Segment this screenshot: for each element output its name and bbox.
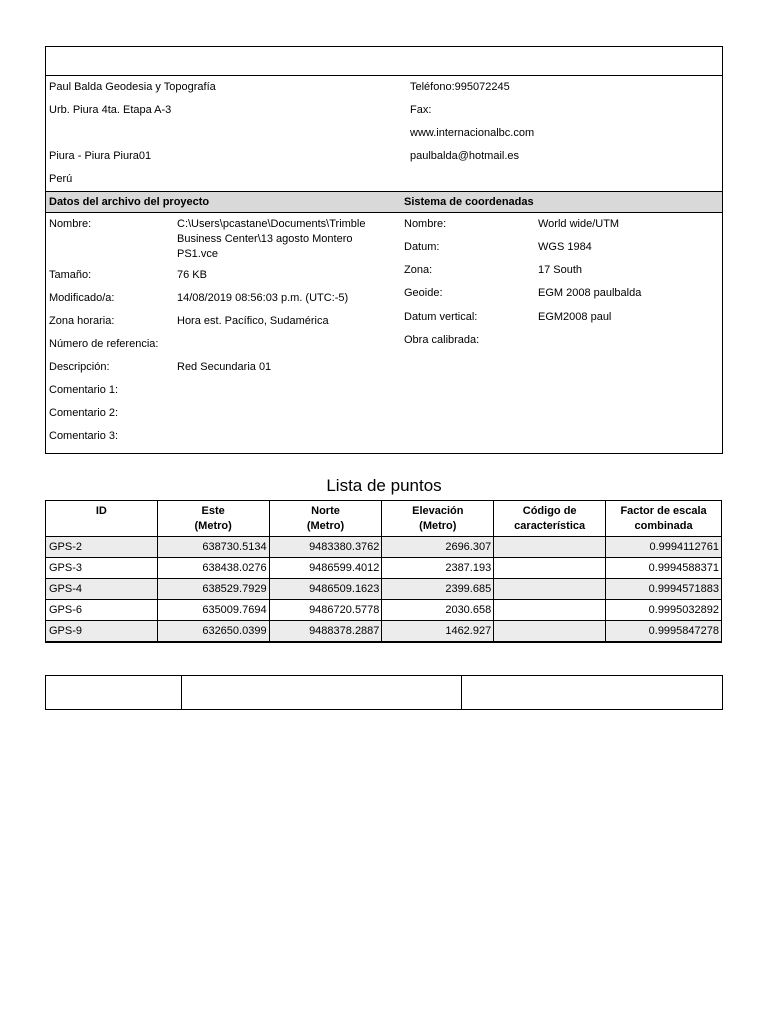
project-label: Modificado/a: [49, 292, 115, 304]
table-row [46, 537, 722, 558]
point-scale-factor: 0.9994571883 [606, 579, 722, 600]
coords-label: Zona: [404, 264, 433, 276]
point-elevation: 2696.307 [382, 537, 494, 558]
point-id: GPS-9 [46, 621, 158, 643]
point-norte: 9488378.2887 [269, 621, 382, 643]
point-este: 635009.7694 [157, 600, 269, 621]
project-value: 14/08/2019 08:56:03 p.m. (UTC:-5) [177, 292, 349, 304]
column-header: Factor de escala combinada [606, 501, 722, 537]
column-header: Código de característica [494, 501, 606, 537]
point-elevation: 1462.927 [382, 621, 494, 643]
company-name: Paul Balda Geodesia y Topografía [49, 81, 216, 93]
project-details [46, 213, 722, 453]
point-scale-factor: 0.9995032892 [606, 600, 722, 621]
point-elevation: 2030.658 [382, 600, 494, 621]
coords-label: Nombre: [404, 218, 447, 230]
coords-label: Datum vertical: [404, 311, 478, 323]
report-header-box [45, 46, 723, 76]
coords-value: EGM2008 paul [538, 311, 612, 323]
table-header-row [46, 501, 722, 537]
table-row [46, 558, 722, 579]
point-norte: 9483380.3762 [269, 537, 382, 558]
point-code [494, 600, 606, 621]
point-scale-factor: 0.9995847278 [606, 621, 722, 643]
point-id: GPS-2 [46, 537, 158, 558]
point-scale-factor: 0.9994112761 [606, 537, 722, 558]
point-elevation: 2399.685 [382, 579, 494, 600]
company-city: Piura - Piura Piura01 [49, 150, 152, 162]
coords-label: Obra calibrada: [404, 334, 480, 346]
project-label: Comentario 1: [49, 384, 119, 396]
column-header: Este (Metro) [157, 501, 269, 537]
footer-box [45, 675, 723, 710]
project-info-box [45, 75, 723, 454]
point-norte: 9486599.4012 [269, 558, 382, 579]
point-code [494, 621, 606, 643]
point-id: GPS-4 [46, 579, 158, 600]
coords-section-heading: Sistema de coordenadas [404, 196, 534, 208]
footer-divider [181, 676, 182, 709]
project-label: Nombre: [49, 218, 92, 230]
coords-value: World wide/UTM [538, 218, 620, 230]
company-country: Perú [49, 173, 73, 185]
project-label: Descripción: [49, 361, 110, 373]
project-value: 76 KB [177, 269, 207, 281]
point-code [494, 579, 606, 600]
point-elevation: 2387.193 [382, 558, 494, 579]
footer-divider [461, 676, 462, 709]
project-label: Número de referencia: [49, 338, 159, 350]
table-row [46, 579, 722, 600]
point-id: GPS-6 [46, 600, 158, 621]
coords-value: WGS 1984 [538, 241, 592, 253]
point-code [494, 537, 606, 558]
company-website: www.internacionalbc.com [410, 127, 535, 139]
project-section-heading: Datos del archivo del proyecto [49, 196, 210, 208]
company-email: paulbalda@hotmail.es [410, 150, 520, 162]
project-label: Tamaño: [49, 269, 92, 281]
point-norte: 9486509.1623 [269, 579, 382, 600]
point-scale-factor: 0.9994588371 [606, 558, 722, 579]
company-fax: Fax: [410, 104, 432, 116]
company-phone: Teléfono:995072245 [410, 81, 510, 93]
point-este: 638529.7929 [157, 579, 269, 600]
project-file-path: C:\Users\pcastane\Documents\Trimble Business Center\13 agosto Montero PS1.vce [177, 218, 366, 260]
project-value: Red Secundaria 01 [177, 361, 272, 373]
project-label: Zona horaria: [49, 315, 115, 327]
point-este: 632650.0399 [157, 621, 269, 643]
point-norte: 9486720.5778 [269, 600, 382, 621]
section-header-bar [46, 191, 722, 213]
coords-value: EGM 2008 paulbalda [538, 287, 642, 299]
coords-label: Datum: [404, 241, 440, 253]
project-label: Comentario 3: [49, 430, 119, 442]
project-label: Comentario 2: [49, 407, 119, 419]
project-value: Hora est. Pacífico, Sudamérica [177, 315, 329, 327]
coords-value: 17 South [538, 264, 583, 276]
company-address: Urb. Piura 4ta. Etapa A-3 [49, 104, 172, 116]
table-row [46, 621, 722, 643]
point-este: 638438.0276 [157, 558, 269, 579]
points-list-title: Lista de puntos [326, 476, 442, 495]
table-row [46, 600, 722, 621]
column-header: Norte (Metro) [269, 501, 382, 537]
point-code [494, 558, 606, 579]
column-header: Elevación (Metro) [382, 501, 494, 537]
column-header: ID [46, 501, 158, 537]
point-este: 638730.5134 [157, 537, 269, 558]
contact-block [46, 76, 722, 191]
coords-label: Geoide: [404, 287, 443, 299]
point-id: GPS-3 [46, 558, 158, 579]
points-table [45, 500, 722, 643]
